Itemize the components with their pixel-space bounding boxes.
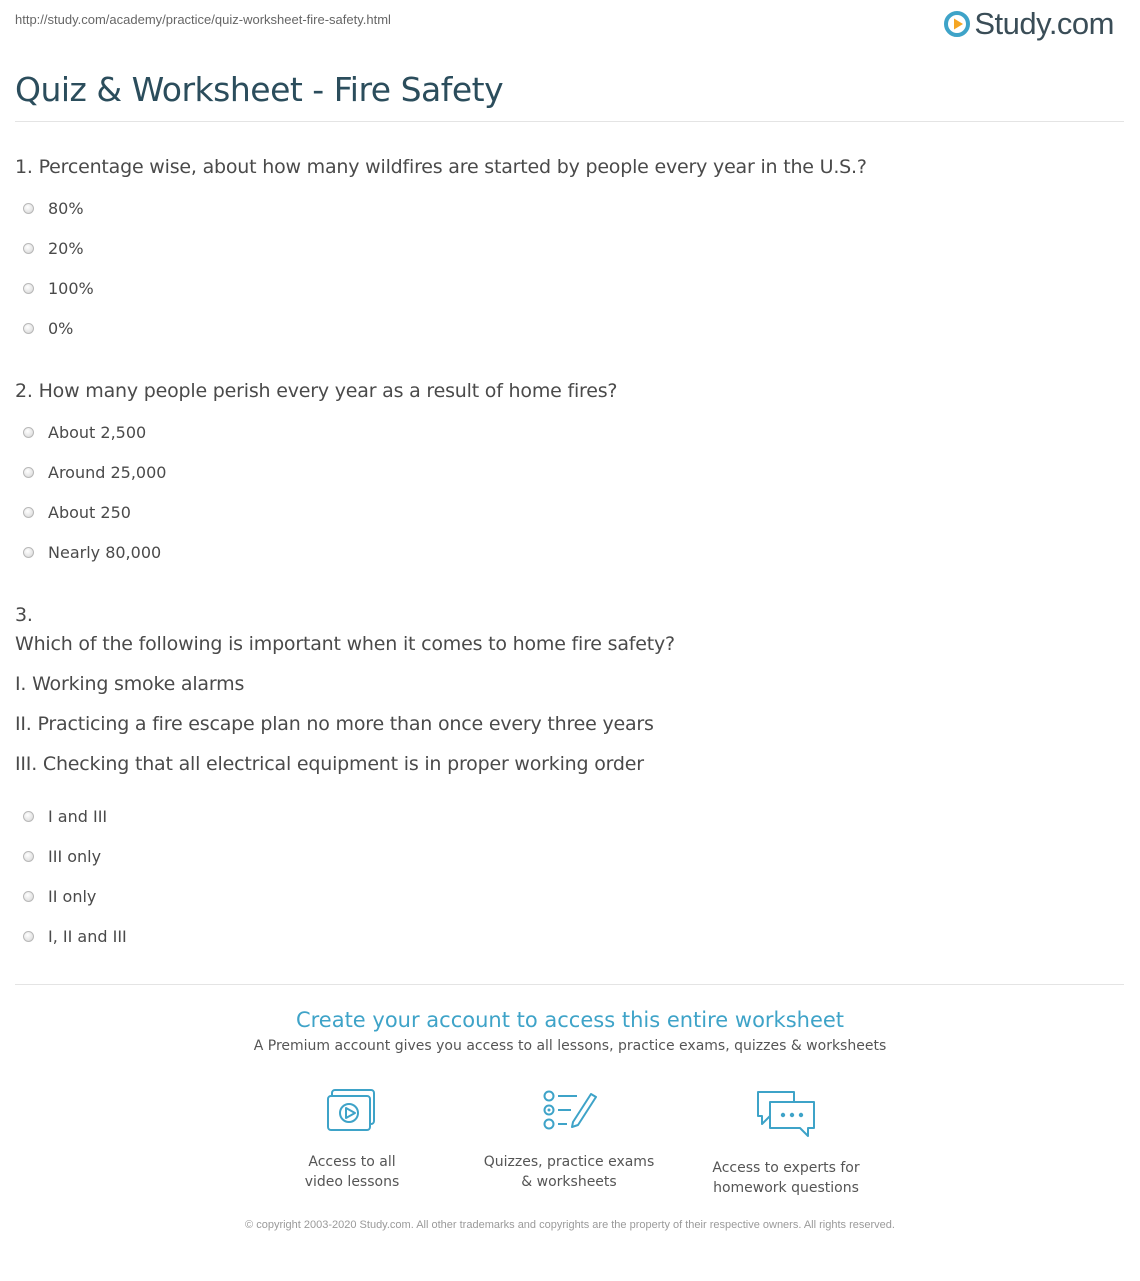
logo-text: Study.com: [974, 6, 1114, 41]
question-3-text: Which of the following is important when it comes to home fire safety?: [15, 633, 675, 655]
divider: [15, 121, 1124, 122]
option-label: 0%: [48, 319, 74, 338]
video-lessons-icon: [326, 1088, 378, 1134]
divider: [15, 984, 1124, 985]
radio-icon[interactable]: [23, 323, 34, 334]
feature-video-lessons: [252, 1088, 452, 1192]
copyright-text: © copyright 2003-2020 Study.com. All other trademarks and copyrights are the property of their respective owners. All rights reserved.: [245, 1219, 895, 1231]
answer-option[interactable]: [23, 927, 127, 946]
question-2: 2. How many people perish every year as a result of home fires?: [15, 380, 618, 402]
radio-icon[interactable]: [23, 243, 34, 254]
question-3-statement-1: I. Working smoke alarms: [15, 673, 245, 695]
option-label: 100%: [48, 279, 94, 298]
feature-quizzes: [469, 1088, 669, 1192]
feature-label: Access to experts for homework questions: [712, 1160, 860, 1196]
answer-option[interactable]: [23, 543, 161, 562]
question-3-statement-3: III. Checking that all electrical equipment is in proper working order: [15, 753, 644, 775]
question-1: 1. Percentage wise, about how many wildfires are started by people every year in the U.S.?: [15, 156, 867, 178]
play-circle-icon: [944, 11, 970, 37]
study-logo[interactable]: [944, 6, 1114, 42]
answer-option[interactable]: [23, 887, 96, 906]
radio-icon[interactable]: [23, 283, 34, 294]
page-title: Quiz & Worksheet - Fire Safety: [15, 70, 504, 109]
option-label: III only: [48, 847, 102, 866]
radio-icon[interactable]: [23, 467, 34, 478]
radio-icon[interactable]: [23, 203, 34, 214]
option-label: II only: [48, 887, 97, 906]
radio-icon[interactable]: [23, 891, 34, 902]
option-label: I and III: [48, 807, 108, 826]
option-label: I, II and III: [48, 927, 127, 946]
radio-icon[interactable]: [23, 547, 34, 558]
answer-option[interactable]: [23, 847, 101, 866]
question-3-number: 3.: [15, 604, 33, 626]
answer-option[interactable]: [23, 319, 73, 338]
answer-option[interactable]: [23, 239, 84, 258]
option-label: Nearly 80,000: [48, 543, 162, 562]
answer-option[interactable]: [23, 199, 84, 218]
radio-icon[interactable]: [23, 507, 34, 518]
answer-option[interactable]: [23, 807, 107, 826]
feature-experts: [686, 1088, 886, 1198]
option-label: About 2,500: [48, 423, 147, 442]
feature-label: Quizzes, practice exams & worksheets: [483, 1154, 655, 1190]
option-label: About 250: [48, 503, 131, 522]
quiz-checklist-icon: [541, 1088, 597, 1134]
option-label: 20%: [48, 239, 84, 258]
answer-option[interactable]: [23, 463, 166, 482]
chat-bubbles-icon: [754, 1088, 818, 1140]
answer-option[interactable]: [23, 423, 146, 442]
answer-option[interactable]: [23, 503, 131, 522]
cta-subtitle: A Premium account gives you access to all lessons, practice exams, quizzes & worksheets: [253, 1038, 887, 1054]
create-account-link[interactable]: Create your account to access this entire worksheet: [295, 1008, 845, 1032]
radio-icon[interactable]: [23, 811, 34, 822]
option-label: 80%: [48, 199, 84, 218]
radio-icon[interactable]: [23, 851, 34, 862]
page-url: http://study.com/academy/practice/quiz-worksheet-fire-safety.html: [15, 12, 391, 27]
radio-icon[interactable]: [23, 931, 34, 942]
feature-label: Access to all video lessons: [304, 1154, 400, 1190]
question-3-statement-2: II. Practicing a fire escape plan no more than once every three years: [15, 713, 654, 735]
answer-option[interactable]: [23, 279, 94, 298]
option-label: Around 25,000: [48, 463, 167, 482]
radio-icon[interactable]: [23, 427, 34, 438]
